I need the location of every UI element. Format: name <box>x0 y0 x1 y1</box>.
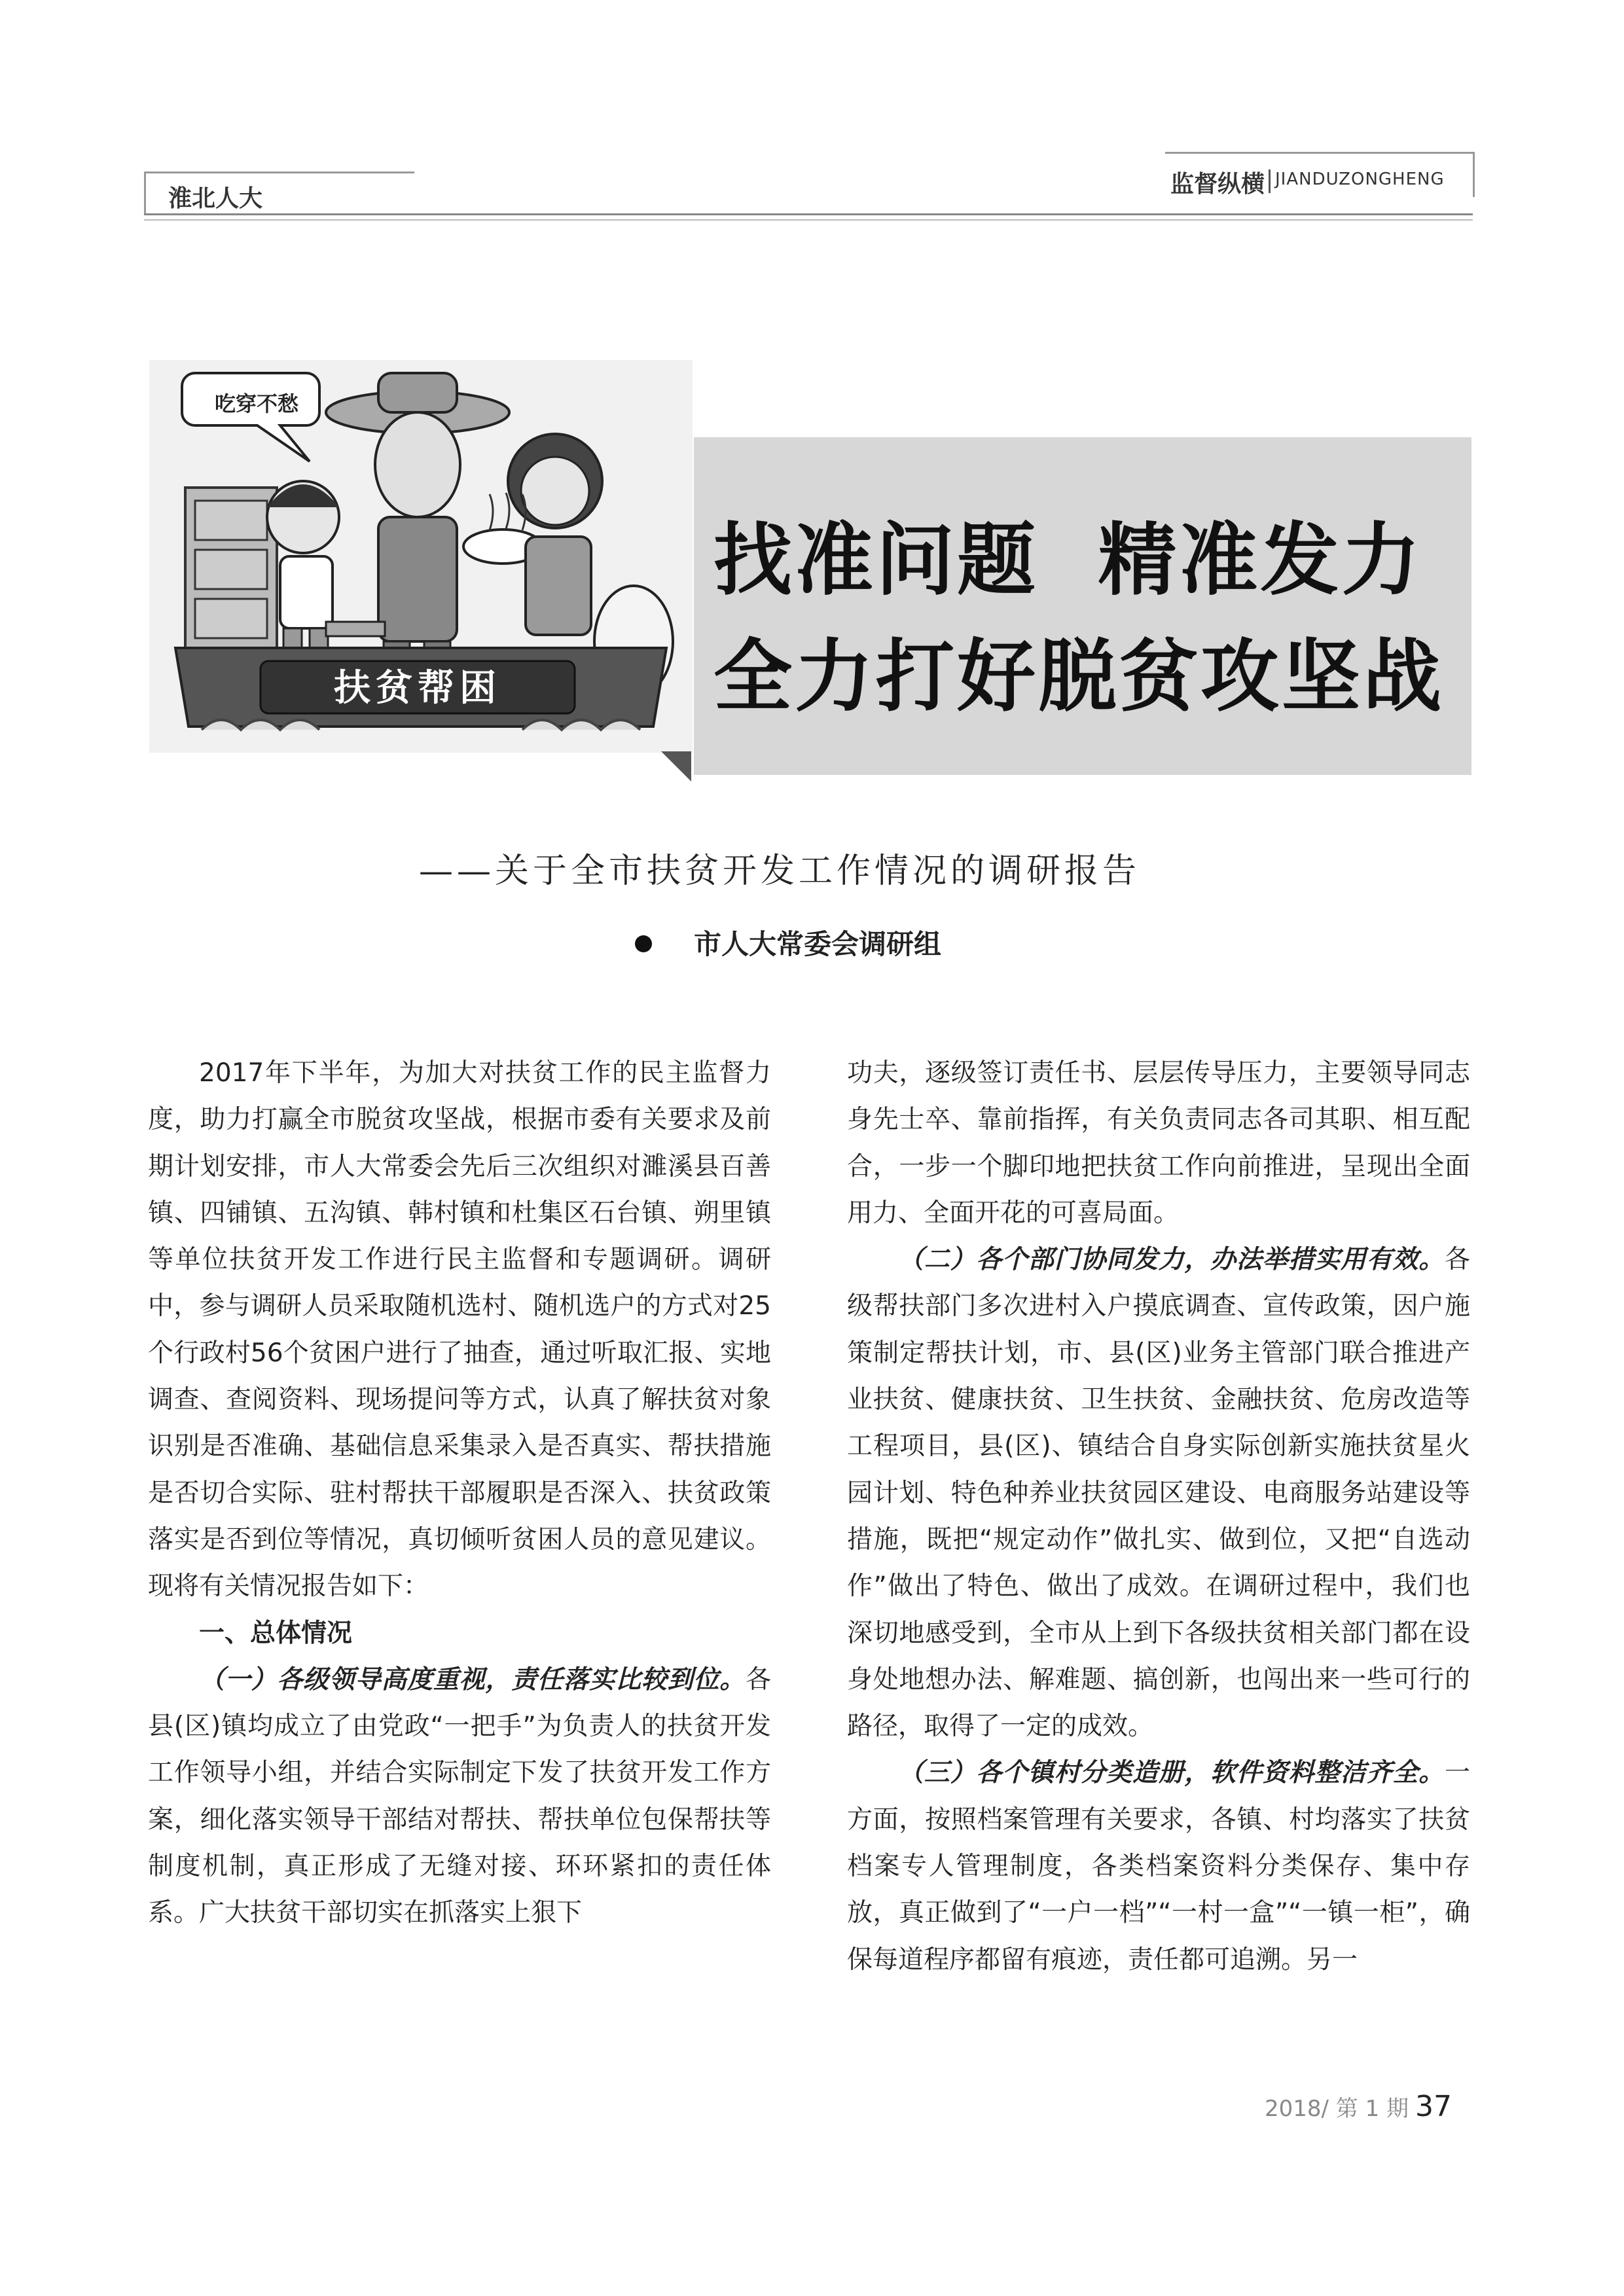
article-author <box>635 923 941 962</box>
page-number: 37 <box>1415 2090 1453 2123</box>
paragraph-1-continued: 功夫，逐级签订责任书、层层传导压力，主要领导同志身先士卒、靠前指挥，有关负责同志各司其职、相互配合，一步一个脚印地把扶贫工作向前推进，呈现出全面用力、全面开花的可喜局面。 <box>847 1058 1470 1228</box>
cartoon-svg <box>149 360 693 753</box>
paragraph-2-text: 各级帮扶部门多次进村入户摸底调查、宣传政策，因户施策制定帮扶计划，市、县(区)业务主管部门联合推进产业扶贫、健康扶贫、卫生扶贫、金融扶贫、危房改造等工程项目，县(区)、镇结合自身实际创新实施扶贫星火园计划、特色种养业扶贫园区建设、电商服务站建设等措施，既把“规定动作”做扎实、做到位，又把“自选动作”做出了特色、做出了成效。在调研过程中，我们也深切地感受到，全市从上到下各级扶贫相关部门都在设身处地想办法、解难题、搞创新，也闯出来一些可行的路径，取得了一定的成效。 <box>847 1245 1470 1742</box>
column-separator <box>1269 170 1271 193</box>
column-pinyin: JIANDUZONGHENG <box>1275 170 1445 189</box>
section-heading-1: 一、总体情况 <box>199 1618 353 1648</box>
paragraph-3-lead: （三）各个镇村分类造册，软件资料整洁齐全。 <box>898 1757 1445 1788</box>
author-name: 市人大常委会调研组 <box>694 928 942 960</box>
column-name: 监督纵横 <box>1170 171 1265 198</box>
paragraph-2-lead: （二）各个部门协同发力，办法举措实用有效。 <box>898 1244 1445 1275</box>
paragraph-1-lead: （一）各级领导高度重视，责任落实比较到位。 <box>199 1664 746 1695</box>
header-rule <box>144 213 1473 221</box>
bullet-dot <box>635 935 652 952</box>
page-footer <box>1265 2090 1452 2123</box>
paragraph-1-text: 各县(区)镇均成立了由党政“一把手”为负责人的扶贫开发工作领导小组，并结合实际制定下发了扶贫开发工作方案，细化落实领导干部结对帮扶、帮扶单位包保帮扶等制度机制，真正形成了无缝对接、环环紧扣的责任体系。广大扶贫干部切实在抓落实上狠下 <box>148 1664 771 1928</box>
body-column-left <box>148 1050 771 1937</box>
title-corner-marker <box>661 751 691 781</box>
article-title-line2: 全力打好脱贫攻坚战 <box>713 630 1444 723</box>
paragraph-3-text: 一方面，按照档案管理有关要求，各镇、村均落实了扶贫档案专人管理制度，各类档案资料分类保存、集中存放，真正做到了“一户一档”“一村一盒”“一镇一柜”，确保每道程序都留有痕迹，责任都可追溯。另一 <box>847 1758 1470 1975</box>
paragraph-1 <box>148 1657 771 1937</box>
header-left-tab <box>144 171 414 215</box>
body-column-right <box>847 1050 1470 1983</box>
article-subtitle: ——关于全市扶贫开发工作情况的调研报告 <box>419 852 1141 891</box>
paragraph-3 <box>847 1749 1470 1982</box>
paragraph-2 <box>847 1236 1470 1749</box>
poverty-relief-illustration <box>149 360 693 753</box>
speech-bubble-text: 吃穿不愁 <box>215 391 299 416</box>
paragraph-intro: 2017年下半年，为加大对扶贫工作的民主监督力度，助力打赢全市脱贫攻坚战，根据市委有关要求及前期计划安排，市人大常委会先后三次组织对濉溪县百善镇、四铺镇、五沟镇、韩村镇和杜集区石台镇、朔里镇等单位扶贫开发工作进行民主监督和专题调研。调研中，参与调研人员采取随机选村、随机选户的方式对25个行政村56个贫困户进行了抽查，通过听取汇报、实地调查、查阅资料、现场提问等方式，认真了解扶贫对象识别是否准确、基础信息采集录入是否真实、帮扶措施是否切合实际、驻村帮扶干部履职是否深入、扶贫政策落实是否到位等情况，真切倾听贫困人员的意见建议。现将有关情况报告如下： <box>148 1058 771 1602</box>
banner-text: 扶贫帮困 <box>334 666 501 709</box>
issue-label: 2018/ 第 1 期 <box>1265 2096 1409 2122</box>
article-title-line1: 找准问题 精准发力 <box>713 514 1423 606</box>
article-title-box <box>694 437 1471 775</box>
header-left-label: 淮北人大 <box>168 185 263 212</box>
header-column-tab <box>1165 152 1475 197</box>
